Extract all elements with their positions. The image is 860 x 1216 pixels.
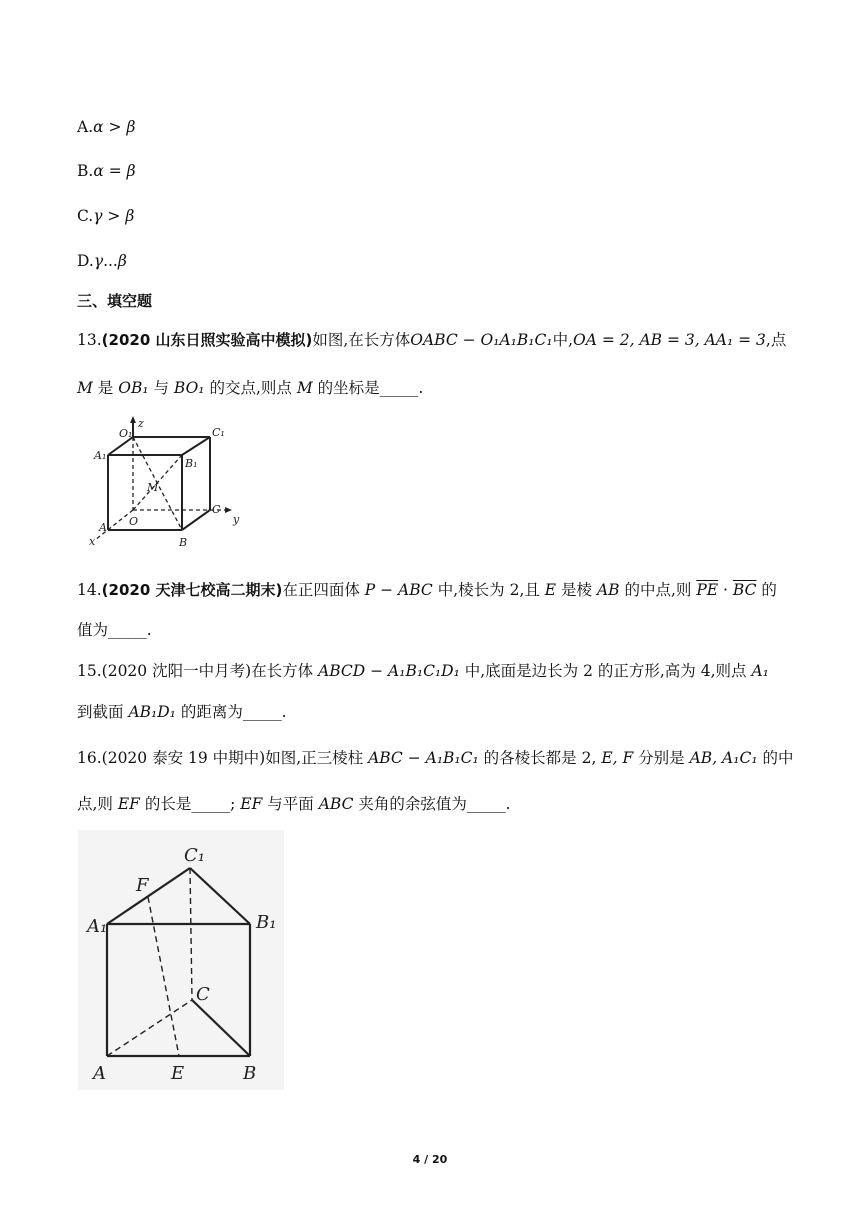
question-15-line2: 到截面 AB₁D₁ 的距离为_____.: [77, 703, 287, 721]
page-number: 4 / 20: [412, 1153, 448, 1166]
cuboid-diagram: [85, 415, 245, 553]
label-b1: B₁: [185, 457, 198, 470]
question-13-line1: 13.(2020 山东日照实验高中模拟)如图,在长方体OABC − O₁A₁B₁C₁中,OA = 2, AB = 3, AA₁ = 3,点: [77, 331, 787, 349]
edge-c-b: [192, 1000, 250, 1056]
y-arrow: [225, 507, 232, 513]
z-arrow: [130, 416, 136, 423]
label-c1: C₁: [212, 426, 225, 439]
edge-a-c: [107, 1000, 192, 1056]
label-a: A: [99, 521, 107, 534]
label-z: z: [138, 417, 144, 430]
edge-c1-b1: [190, 868, 250, 924]
option-c: C.γ > β: [77, 207, 135, 225]
label-b1: B₁: [256, 912, 277, 933]
figure-cuboid: [85, 415, 245, 553]
label-c: C: [212, 503, 221, 516]
label-f: F: [136, 875, 149, 896]
question-14-line2: 值为_____.: [77, 621, 152, 639]
label-e: E: [171, 1063, 185, 1084]
question-13-line2: M 是 OB₁ 与 BO₁ 的交点,则点 M 的坐标是_____.: [77, 379, 424, 397]
edge-c1-c: [190, 868, 192, 1000]
label-a: A: [93, 1063, 106, 1084]
label-b: B: [243, 1063, 257, 1084]
label-o: O: [129, 515, 139, 528]
label-c1: C₁: [184, 845, 205, 866]
edge-b-c: [182, 510, 210, 530]
section-title: 三、填空题: [77, 292, 153, 310]
question-14-line1: 14.(2020 天津七校高二期末)在正四面体 P − ABC 中,棱长为 2,且 E 是棱 AB 的中点,则 $\overline{PE} \cdot \overline{BC}$ 的: [77, 581, 777, 599]
edge-a1-c1: [107, 868, 190, 924]
option-d: D.γ...β: [77, 252, 127, 270]
label-a1: A₁: [94, 449, 107, 462]
label-m: M: [147, 481, 159, 494]
label-o1: O₁: [119, 427, 133, 440]
option-a: A.α > β: [77, 118, 136, 136]
segment-fe: [148, 897, 179, 1056]
question-15-line1: 15.(2020 沈阳一中月考)在长方体 ABCD − A₁B₁C₁D₁ 中,底面是边长为 2 的正方形,高为 4,则点 A₁: [77, 662, 769, 680]
question-16-line1: 16.(2020 泰安 19 中期中)如图,正三棱柱 ABC − A₁B₁C₁ 的各棱长都是 2, E, F 分别是 AB, A₁C₁ 的中: [77, 749, 794, 767]
question-16-line2: 点,则 EF 的长是_____; EF 与平面 ABC 夹角的余弦值为_____.: [77, 795, 511, 813]
prism-diagram: [78, 830, 284, 1090]
label-x: x: [89, 535, 96, 548]
figure-prism: [78, 830, 284, 1090]
label-b: B: [179, 536, 188, 549]
label-y: y: [233, 513, 240, 526]
label-c: C: [196, 984, 210, 1005]
label-a1: A₁: [87, 916, 108, 937]
edge-b1-c1: [182, 437, 210, 455]
option-b: B.α = β: [77, 162, 136, 180]
